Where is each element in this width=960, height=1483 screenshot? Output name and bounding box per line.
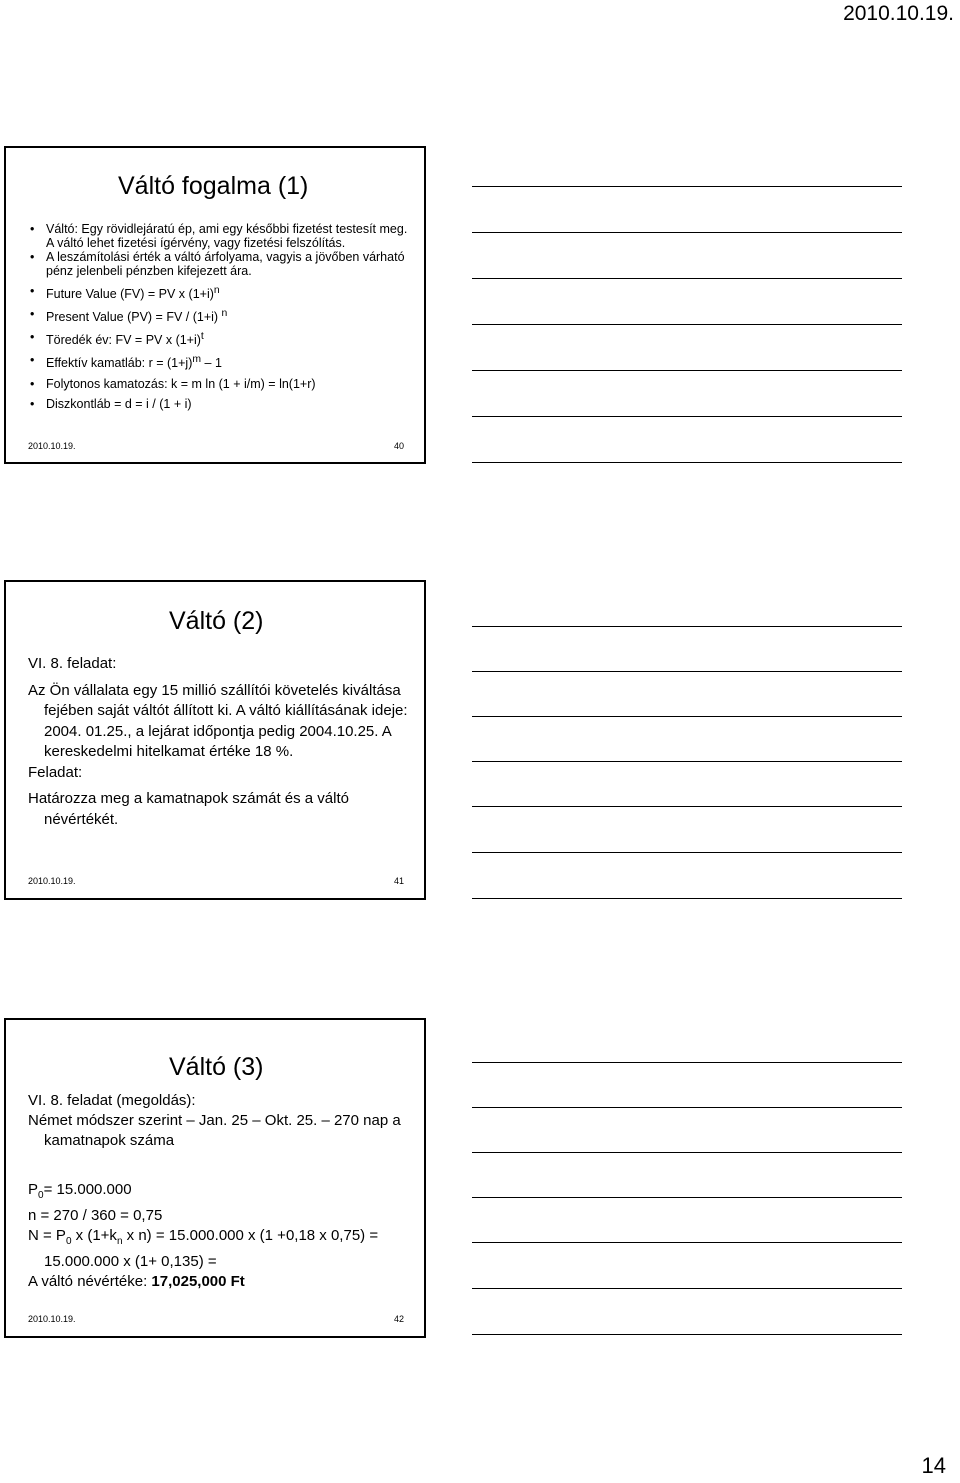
bullet-item: • Effektív kamatláb: $r = (1+j)^m - 1$ bbox=[28, 353, 408, 370]
page-number: 14 bbox=[921, 1453, 946, 1478]
slide-title: Váltó (3) bbox=[169, 1053, 264, 1081]
bullet-item: • A leszámítolási érték a váltó árfolyama, vagyis a jövőben várható pénz jelenbeli pénzben kifejezett ára. bbox=[28, 250, 408, 278]
note-line bbox=[472, 1334, 902, 1335]
slide-body bbox=[28, 654, 420, 830]
note-line bbox=[472, 416, 902, 417]
solution-label: VI. 8. feladat (megoldás): bbox=[28, 1092, 196, 1109]
note-line bbox=[472, 761, 902, 762]
method-text: Német módszer szerint – Jan. 25 – Okt. 25. – 270 nap a kamatnapok száma bbox=[28, 1112, 401, 1149]
note-line bbox=[472, 186, 902, 187]
slide-footer-number: 40 bbox=[393, 441, 404, 451]
bullet-item: • Töredék év: FV = PV x $(1+i)^t$ bbox=[28, 330, 408, 347]
note-line bbox=[472, 1288, 902, 1289]
note-line bbox=[472, 716, 902, 717]
n-line: n = 270 / 360 = 0,75 bbox=[28, 1207, 163, 1224]
result-line: A váltó névértéke: 17,025,000 Ft bbox=[28, 1273, 245, 1290]
slide-title: Váltó (2) bbox=[169, 607, 264, 635]
slide-footer-date: 2010.10.19. bbox=[28, 876, 76, 886]
subtask-label: Feladat: bbox=[28, 763, 83, 781]
bullet-item: • Folytonos kamatozás: k = m ln (1 + i/m) = ln(1+r) bbox=[28, 377, 408, 391]
N-line: $N = P_0$ x ($1+k_n$ x n) = 15.000.000 x (1 +0,18 x 0,75) = 15.000.000 x (1+ 0,135) = bbox=[28, 1227, 379, 1270]
task-label: VI. 8. feladat: bbox=[28, 655, 117, 672]
bullet-item: • Future Value (FV) = PV x $(1+i)^n$ bbox=[28, 284, 408, 301]
bullet-item: • Present Value (PV) = FV / (1+i) $^n$ bbox=[28, 307, 408, 324]
bullet-item: • Váltó: Egy rövidlejáratú ép, ami egy későbbi fizetést testesít meg. A váltó lehet fizetési ígérvény, vagy fizetési felszólítás. bbox=[28, 222, 408, 250]
task-text: Az Ön vállalata egy 15 millió szállítói követelés kiváltása fejében saját váltót állított ki. A váltó kiállításának ideje: 2004. 01.25., a lejárat időpontja pedig 2004.10.25. A kereskedelmi hitelkamat értéke 18 %. bbox=[28, 681, 408, 760]
slide-footer-number: 42 bbox=[393, 1314, 404, 1324]
note-line bbox=[472, 1152, 902, 1153]
note-line bbox=[472, 671, 902, 672]
note-line bbox=[472, 324, 902, 325]
p0-line: $P_0= 15.000.000$ bbox=[28, 1181, 132, 1201]
slide-41 bbox=[4, 580, 426, 900]
slide-footer-date: 2010.10.19. bbox=[28, 441, 76, 451]
note-line bbox=[472, 278, 902, 279]
note-line bbox=[472, 462, 902, 463]
bullet-list bbox=[28, 222, 408, 411]
note-line bbox=[472, 1242, 902, 1243]
slide-42 bbox=[4, 1018, 426, 1338]
note-line bbox=[472, 1107, 902, 1108]
note-line bbox=[472, 232, 902, 233]
note-line bbox=[472, 370, 902, 371]
slide-title: Váltó fogalma (1) bbox=[118, 172, 309, 200]
note-line bbox=[472, 852, 902, 853]
bullet-item: • Diszkontláb = d = i / (1 + i) bbox=[28, 397, 408, 411]
note-line bbox=[472, 898, 902, 899]
subtask-text: Határozza meg a kamatnapok számát és a váltó névértékét. bbox=[28, 790, 349, 828]
slide-body bbox=[28, 1091, 420, 1292]
slide-footer-number: 41 bbox=[393, 876, 404, 886]
note-line bbox=[472, 1197, 902, 1198]
slide-40 bbox=[4, 146, 426, 464]
page-date: 2010.10.19. bbox=[843, 2, 954, 25]
note-line bbox=[472, 1062, 902, 1063]
note-line bbox=[472, 626, 902, 627]
slide-footer-date: 2010.10.19. bbox=[28, 1314, 76, 1324]
note-line bbox=[472, 806, 902, 807]
